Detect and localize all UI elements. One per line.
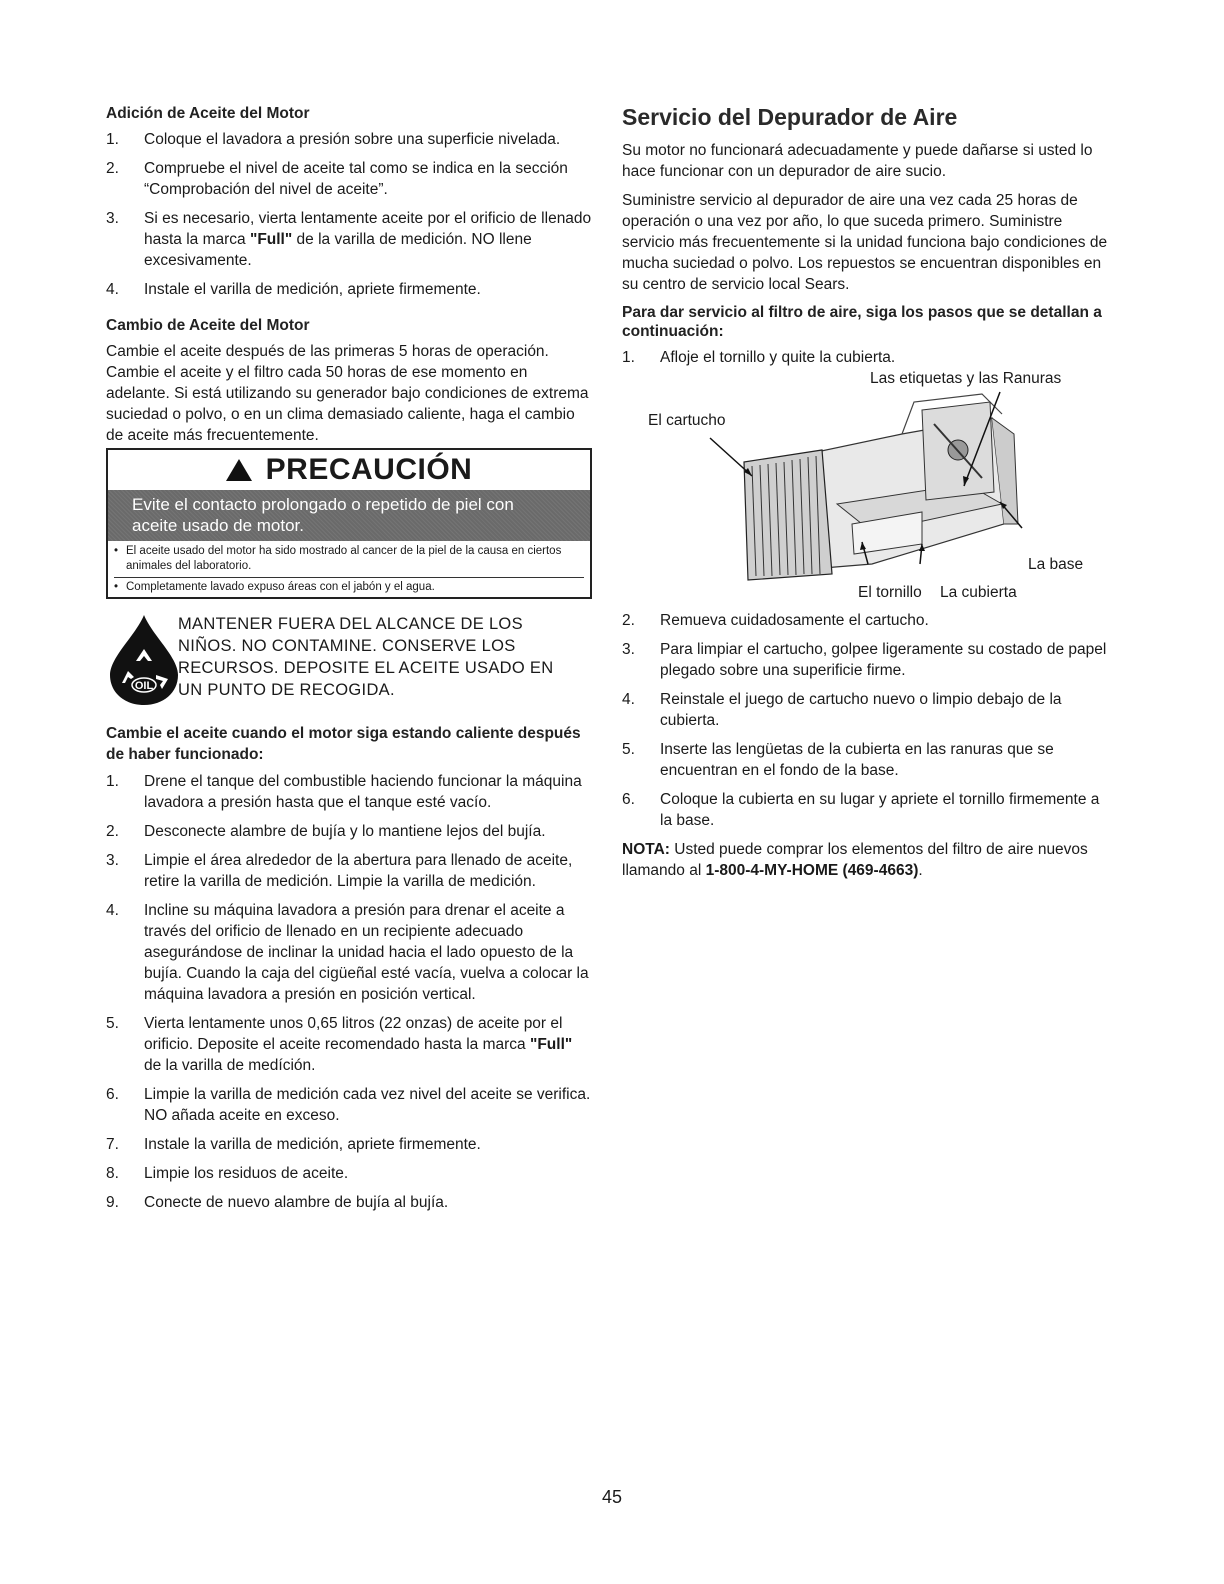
label-base: La base bbox=[1028, 556, 1084, 573]
air-cleaner-schedule: Suministre servicio al depurador de aire una vez cada 25 horas de operación o una vez por año, lo que suceda primero. Suministre servicio más frecuentemente si la unidad funciona bajo condiciones de mucha suciedad o polvo. Los repuestos se encuentran disponibles en su centro de servicio local Sears. bbox=[622, 192, 1108, 293]
air-filter-steps bbox=[622, 610, 1112, 831]
change-oil-heading: Cambio de Aceite del Motor bbox=[106, 317, 310, 334]
caution-bullets bbox=[108, 541, 590, 597]
warm-engine-steps bbox=[106, 771, 592, 1213]
caution-box bbox=[106, 448, 592, 599]
right-column bbox=[622, 104, 1112, 889]
air-cleaner-title: Servicio del Depurador de Aire bbox=[622, 104, 958, 130]
list-item: 5. Inserte las lengüetas de la cubierta en las ranuras que se encuentran en el fondo de la base. bbox=[622, 741, 1054, 779]
warning-triangle-icon bbox=[226, 459, 252, 481]
list-item: 2. Remueva cuidadosamente el cartucho. bbox=[622, 612, 929, 629]
page-number: 45 bbox=[601, 1487, 623, 1507]
list-item: 1. Drene el tanque del combustible haciendo funcionar la máquina lavadora a presión hasta que el tanque esté vacío. bbox=[106, 773, 582, 811]
list-item: 4. Reinstale el juego de cartucho nuevo o limpio debajo de la cubierta. bbox=[622, 691, 1062, 729]
list-item: 2. Desconecte alambre de bujía y lo mantiene lejos del bujía. bbox=[106, 823, 546, 840]
oil-recycle-drop-icon bbox=[106, 613, 182, 707]
list-item: 2. Compruebe el nivel de aceite tal como se indica en la sección “Comprobación del nivel de aceite”. bbox=[106, 160, 568, 198]
caution-bullet: • El aceite usado del motor ha sido mostrado al cancer de la piel de la causa en ciertos animales del laboratorio. bbox=[114, 544, 584, 574]
oil-recycle-notice bbox=[106, 613, 592, 705]
left-column bbox=[106, 104, 592, 1221]
list-item: 3. Si es necesario, vierta lentamente aceite por el orificio de llenado hasta la marca "Full" de la varilla de medición. NO llene excesivamente. bbox=[106, 210, 592, 269]
caution-title: PRECAUCIÓN bbox=[108, 450, 590, 490]
note-paragraph: NOTA: Usted puede comprar los elementos del filtro de aire nuevos llamando al 1-800-4-MY-HOME (469-4663). bbox=[622, 841, 1088, 879]
list-item: 1. Coloque el lavadora a presión sobre una superficie nivelada. bbox=[106, 131, 561, 148]
list-item: 7. Instale la varilla de medición, apriete firmemente. bbox=[106, 1136, 481, 1153]
oil-icon-label: OIL bbox=[134, 680, 154, 692]
change-oil-paragraph: Cambie el aceite después de las primeras 5 horas de operación. Cambie el aceite y el filtro cada 50 horas de ese momento en adelante. Si está utilizando su generador bajo condiciones de extrema suciedad o polvo, o en un clima demasiado caliente, haga el cambio de aceite más frecuentemente. bbox=[106, 343, 589, 444]
caution-bullet: • Completamente lavado expuso áreas con el jabón y el agua. bbox=[114, 577, 584, 595]
list-item: 4. Instale el varilla de medición, apriete firmemente. bbox=[106, 281, 481, 298]
air-cleaner-figure bbox=[622, 370, 1112, 604]
add-oil-steps bbox=[106, 129, 592, 300]
label-screw: El tornillo bbox=[858, 584, 922, 601]
list-item: 3. Para limpiar el cartucho, golpee ligeramente su costado de papel plegado sobre una superificie firme. bbox=[622, 641, 1107, 679]
label-cover: La cubierta bbox=[940, 584, 1017, 601]
air-cleaner-intro: Su motor no funcionará adecuadamente y puede dañarse si usted lo hace funcionar con un depurador de aire sucio. bbox=[622, 142, 1093, 180]
list-item: 4. Incline su máquina lavadora a presión para drenar el aceite a través del orificio de llenado en un recipiente adecuado asegurándose de inclinar la unidad hacia el lado opuesto de la bujía. Cuando la caja del cigüeñal esté vacía, vuelva a colocar la máquina lavadora a presión en posición vertical. bbox=[106, 902, 589, 1003]
list-item: 6. Coloque la cubierta en su lugar y apriete el tornillo firmemente a la base. bbox=[622, 791, 1100, 829]
air-filter-steps-heading: Para dar servicio al filtro de aire, siga los pasos que se detallan a continuación: bbox=[622, 304, 1102, 340]
label-tabs-slots: Las etiquetas y las Ranuras bbox=[870, 370, 1062, 387]
label-cartridge: El cartucho bbox=[648, 412, 726, 429]
caution-band: Evite el contacto prolongado o repetido de piel con aceite usado de motor. bbox=[108, 490, 590, 541]
list-item: 9. Conecte de nuevo alambre de bujía al bujía. bbox=[106, 1194, 449, 1211]
list-item: 1. Afloje el tornillo y quite la cubierta. bbox=[622, 349, 896, 366]
warm-engine-heading: Cambie el aceite cuando el motor siga estando caliente después de haber funcionado: bbox=[106, 725, 581, 763]
add-oil-heading: Adición de Aceite del Motor bbox=[106, 105, 310, 122]
list-item: 3. Limpie el área alrededor de la abertura para llenado de aceite, retire la varilla de medición. Limpie la varilla de medición. bbox=[106, 852, 573, 890]
list-item: 8. Limpie los residuos de aceite. bbox=[106, 1165, 349, 1182]
air-filter-step-1 bbox=[622, 347, 1112, 368]
oil-recycle-text: MANTENER FUERA DEL ALCANCE DE LOS NIÑOS. NO CONTAMINE. CONSERVE LOS RECURSOS. DEPOSITE EL ACEITE USADO EN UN PUNTO DE RECOGIDA. bbox=[178, 615, 554, 699]
list-item: 6. Limpie la varilla de medición cada vez nivel del aceite se verifica. NO añada aceite en exceso. bbox=[106, 1086, 591, 1124]
list-item: 5. Vierta lentamente unos 0,65 litros (22 onzas) de aceite por el orificio. Deposite el aceite recomendado hasta la marca "Full" de la varilla de medíción. bbox=[106, 1015, 573, 1074]
